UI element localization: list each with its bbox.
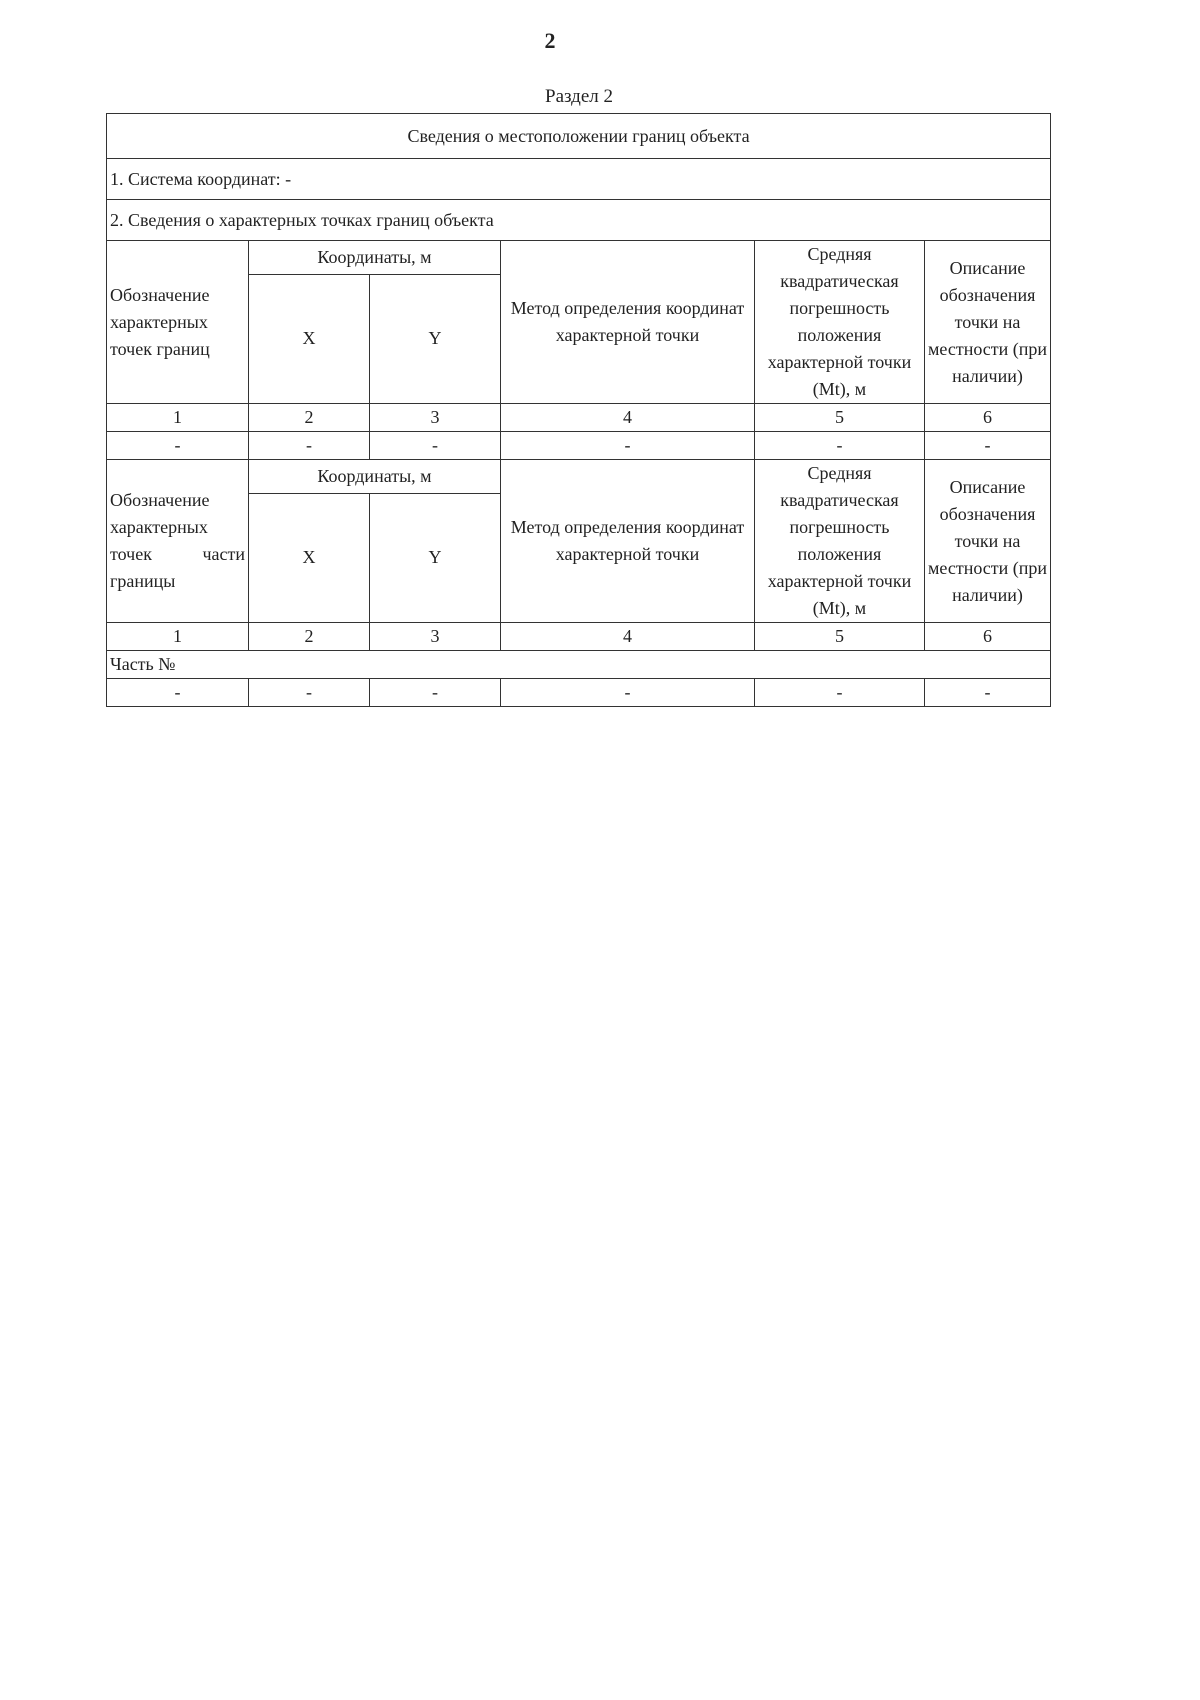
table-cell: -	[755, 679, 925, 707]
table-cell: -	[925, 432, 1051, 460]
column-number: 4	[501, 404, 755, 432]
column-number: 4	[501, 623, 755, 651]
method-header: Метод определения координат характерной точки	[501, 241, 755, 404]
error-header: Средняя квадратическая погрешность положения характерной точки (Mt), м	[755, 460, 925, 623]
x-header: X	[249, 274, 370, 403]
column-number: 3	[370, 404, 501, 432]
table-cell: -	[501, 432, 755, 460]
table-row	[107, 679, 1051, 707]
column-number: 3	[370, 623, 501, 651]
points-info-line: 2. Сведения о характерных точках границ объекта	[107, 200, 1051, 241]
table-cell: -	[925, 679, 1051, 707]
section-title: Раздел 2	[545, 86, 613, 107]
description-header: Описание обозначения точки на местности (при наличии)	[925, 460, 1051, 623]
coordinates-header: Координаты, м	[249, 241, 501, 275]
table-cell: -	[107, 679, 249, 707]
column-number: 5	[755, 404, 925, 432]
column-numbers-row	[107, 623, 1051, 651]
table-cell: -	[107, 432, 249, 460]
boundary-table	[106, 113, 1051, 707]
y-header: Y	[370, 274, 501, 403]
column-number: 6	[925, 404, 1051, 432]
part-designation-header: Обозначение характерных точек части границы	[107, 460, 249, 623]
designation-header: Обозначение характерных точек границ	[107, 241, 249, 404]
column-number: 2	[249, 623, 370, 651]
part-number-label: Часть №	[107, 651, 1051, 679]
table-cell: -	[370, 432, 501, 460]
table-cell: -	[249, 679, 370, 707]
column-number: 2	[249, 404, 370, 432]
column-number: 1	[107, 404, 249, 432]
x-header: X	[249, 493, 370, 622]
coordinate-system-line: 1. Система координат: -	[107, 159, 1051, 200]
description-header: Описание обозначения точки на местности (при наличии)	[925, 241, 1051, 404]
coordinates-header: Координаты, м	[249, 460, 501, 494]
table-row	[107, 432, 1051, 460]
error-header: Средняя квадратическая погрешность положения характерной точки (Mt), м	[755, 241, 925, 404]
table-cell: -	[249, 432, 370, 460]
table-cell: -	[370, 679, 501, 707]
column-number: 5	[755, 623, 925, 651]
column-numbers-row	[107, 404, 1051, 432]
table-cell: -	[501, 679, 755, 707]
table-cell: -	[755, 432, 925, 460]
table-title: Сведения о местоположении границ объекта	[107, 114, 1051, 159]
page-number: 2	[544, 28, 556, 53]
y-header: Y	[370, 493, 501, 622]
column-number: 1	[107, 623, 249, 651]
column-number: 6	[925, 623, 1051, 651]
method-header: Метод определения координат характерной точки	[501, 460, 755, 623]
